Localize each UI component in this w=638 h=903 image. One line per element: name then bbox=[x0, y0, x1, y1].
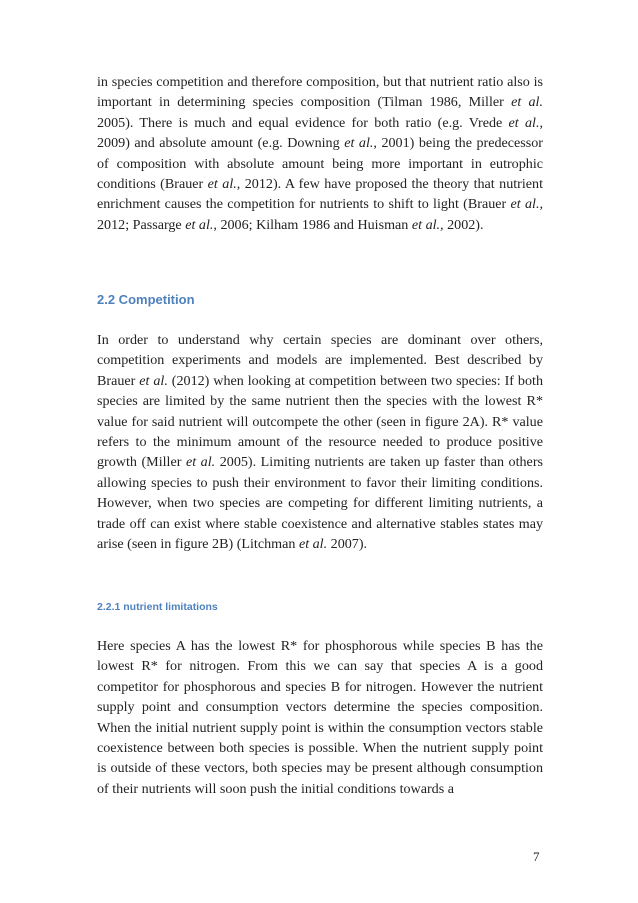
text-run: 2005). Limiting nutrients are taken up faster than others allowing species to push their environment to favor their limiting conditions. However, when two species are competing for different limiting nutrients, a trade off can exist where stable coexistence and alternative stables states may arise (seen in figure 2B) (Litchman bbox=[97, 454, 543, 553]
text-run: , 2012). A few have proposed the theory that nutrient enrichment causes the competition for nutrients to shift to light (Brauer bbox=[97, 176, 543, 213]
text-run: , 2001) being the predecessor of composition with absolute amount being more important in eutrophic conditions (Brauer bbox=[97, 135, 544, 193]
paragraph-2 bbox=[97, 330, 543, 554]
text-run: 2007). bbox=[327, 536, 368, 553]
italic-citation: et al. bbox=[207, 176, 237, 193]
italic-citation: et al. bbox=[298, 536, 328, 553]
text-run: , 2006; Kilham 1986 and Huisman bbox=[213, 216, 412, 233]
section-heading-2-2: 2.2 Competition bbox=[97, 292, 195, 307]
italic-citation: et al. bbox=[185, 454, 216, 471]
italic-citation: et al. bbox=[344, 135, 374, 152]
italic-citation: et al. bbox=[508, 114, 540, 131]
paragraph-3: Here species A has the lowest R* for phosphorous while species B has the lowest R* for nitrogen. From this we can say that species A is a good competitor for phosphorous and species B for nitrogen. However the nutrient supply point and consumption vectors determine the species composition. When the initial nutrient supply point is within the consumption vectors stable coexistence between both species is possible. When the nutrient supply point is outside of these vectors, both species may be present although consumption of their nutrients will soon push the initial conditions towards a bbox=[97, 638, 543, 797]
paragraph-1 bbox=[97, 72, 543, 235]
text-run: 2012; Passarge bbox=[97, 216, 186, 233]
text-run: , 2009) and absolute amount (e.g. Downing bbox=[97, 114, 544, 152]
text-run: (2012) when looking at competition between two species: If both species are limited by the same nutrient then the species with the lowest R* value for said nutrient will outcompete the other (seen in figure 2A). R* value refers to the minimum amount of the resource needed to produce positive growth (Miller bbox=[97, 372, 543, 471]
text-run: 2005). There is much and equal evidence for both ratio (e.g. Vrede bbox=[97, 114, 509, 131]
text-run: In order to understand why certain species are dominant over others, competition experiments and models are implemented. Best described by Brauer bbox=[97, 332, 543, 389]
italic-citation: et al. bbox=[139, 372, 168, 389]
italic-citation: et al. bbox=[511, 94, 544, 111]
page-number: 7 bbox=[533, 849, 540, 864]
italic-citation: et al. bbox=[185, 216, 214, 233]
italic-citation: et al., bbox=[510, 196, 543, 213]
italic-citation: et al., bbox=[411, 216, 444, 233]
subsection-heading-2-2-1: 2.2.1 nutrient limitations bbox=[97, 601, 218, 613]
text-run: 2002). bbox=[443, 216, 484, 233]
text-run: in species competition and therefore composition, but that nutrient ratio also is important in determining species composition (Tilman 1986, Miller bbox=[97, 74, 543, 111]
